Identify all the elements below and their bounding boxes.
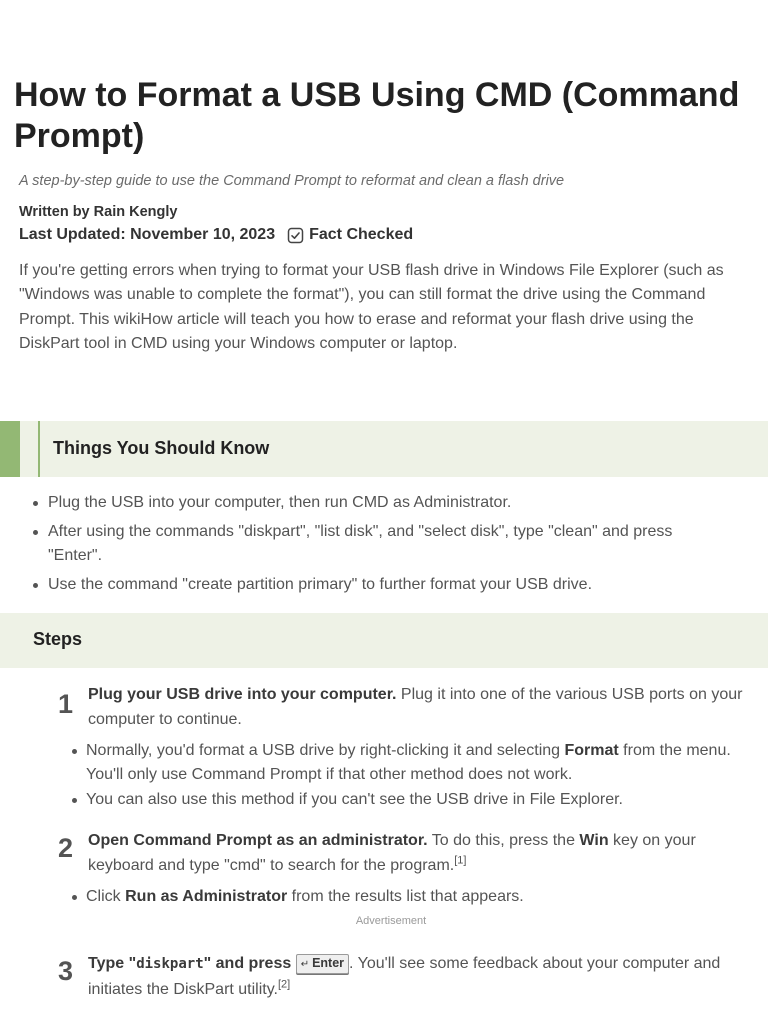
article-subtitle: A step-by-step guide to use the Command Prompt to reformat and clean a flash drive — [19, 173, 565, 189]
intro-paragraph: If you're getting errors when trying to format your USB flash drive in Windows File Explorer (such as "Windows was unable to complete the format"), you can still format the drive using the Command Prompt. This wikiHow article will teach you how to erase and reformat your flash drive using the DiskPart tool in CMD using your Windows computer or laptop. — [19, 262, 724, 352]
advertisement-label: Advertisement — [355, 915, 427, 927]
step-text — [88, 828, 748, 878]
list-item: After using the commands "diskpart", "list disk", and "select disk", type "clean" and press "Enter". — [48, 520, 728, 568]
return-arrow-icon: ↵ — [300, 959, 310, 970]
list-item — [86, 885, 736, 909]
things-you-should-know-list — [48, 491, 728, 602]
step-bullets — [86, 739, 736, 813]
step-description: Plug it into one of the various USB ports on your computer to continue. — [88, 686, 743, 728]
author-byline[interactable]: Written by Rain Kengly — [19, 204, 178, 220]
reference-link[interactable]: [1] — [454, 854, 467, 867]
step-title-end: " and press — [203, 955, 296, 972]
meta-row — [19, 226, 413, 244]
list-item: Plug the USB into your computer, then run CMD as Administrator. — [48, 491, 728, 515]
step-description: . You'll see some feedback about your computer and initiates the DiskPart utility. — [88, 955, 721, 998]
step-number: 2 — [58, 833, 74, 863]
step-description: To do this, press the — [427, 832, 580, 849]
fact-checked-badge[interactable] — [287, 226, 413, 244]
check-square-icon — [287, 227, 304, 244]
bullet-text: You can also use this method if you can't see the USB drive in File Explorer. — [86, 791, 623, 808]
bullet-text: from the results list that appears. — [287, 888, 524, 905]
bullet-text: Click — [86, 888, 126, 905]
key-name: Win — [579, 832, 609, 849]
step-number: 3 — [58, 956, 74, 986]
things-you-should-know-header — [0, 421, 768, 477]
things-you-should-know-title: Things You Should Know — [53, 438, 270, 458]
step-title: Plug your USB drive into your computer. — [88, 686, 397, 703]
article-title: How to Format a USB Using CMD (Command Prompt) — [14, 76, 740, 155]
reference-link[interactable]: [2] — [278, 978, 291, 991]
steps-title: Steps — [33, 629, 83, 649]
step-description: key on your keyboard and type "cmd" to search for the program. — [88, 832, 696, 874]
section-accent-bar — [0, 421, 20, 477]
fact-checked-label: Fact Checked — [309, 226, 414, 243]
bullet-text: Normally, you'd format a USB drive by right-clicking it and selecting — [86, 742, 565, 759]
list-item: Use the command "create partition primary" to further format your USB drive. — [48, 573, 728, 597]
list-item — [86, 788, 736, 812]
bullet-bold-text: Run as Administrator — [125, 888, 288, 905]
list-item — [86, 739, 736, 787]
enter-key — [296, 954, 349, 974]
steps-header — [0, 613, 768, 668]
bullet-bold-text: Format — [564, 742, 619, 759]
step-bullets — [86, 885, 736, 910]
step-title: Open Command Prompt as an administrator. — [88, 832, 428, 849]
last-updated: Last Updated: November 10, 2023 — [19, 226, 276, 243]
key-label: Enter — [312, 956, 345, 970]
bullet-text: from the menu. You'll only use Command Prompt if that other method does not work. — [86, 742, 731, 783]
step-title-start: Type " — [88, 955, 137, 972]
section-accent-line — [38, 421, 40, 477]
step-text — [88, 951, 748, 1002]
step-text — [88, 682, 748, 732]
step-number: 1 — [58, 689, 74, 719]
command-text: diskpart — [136, 956, 204, 972]
